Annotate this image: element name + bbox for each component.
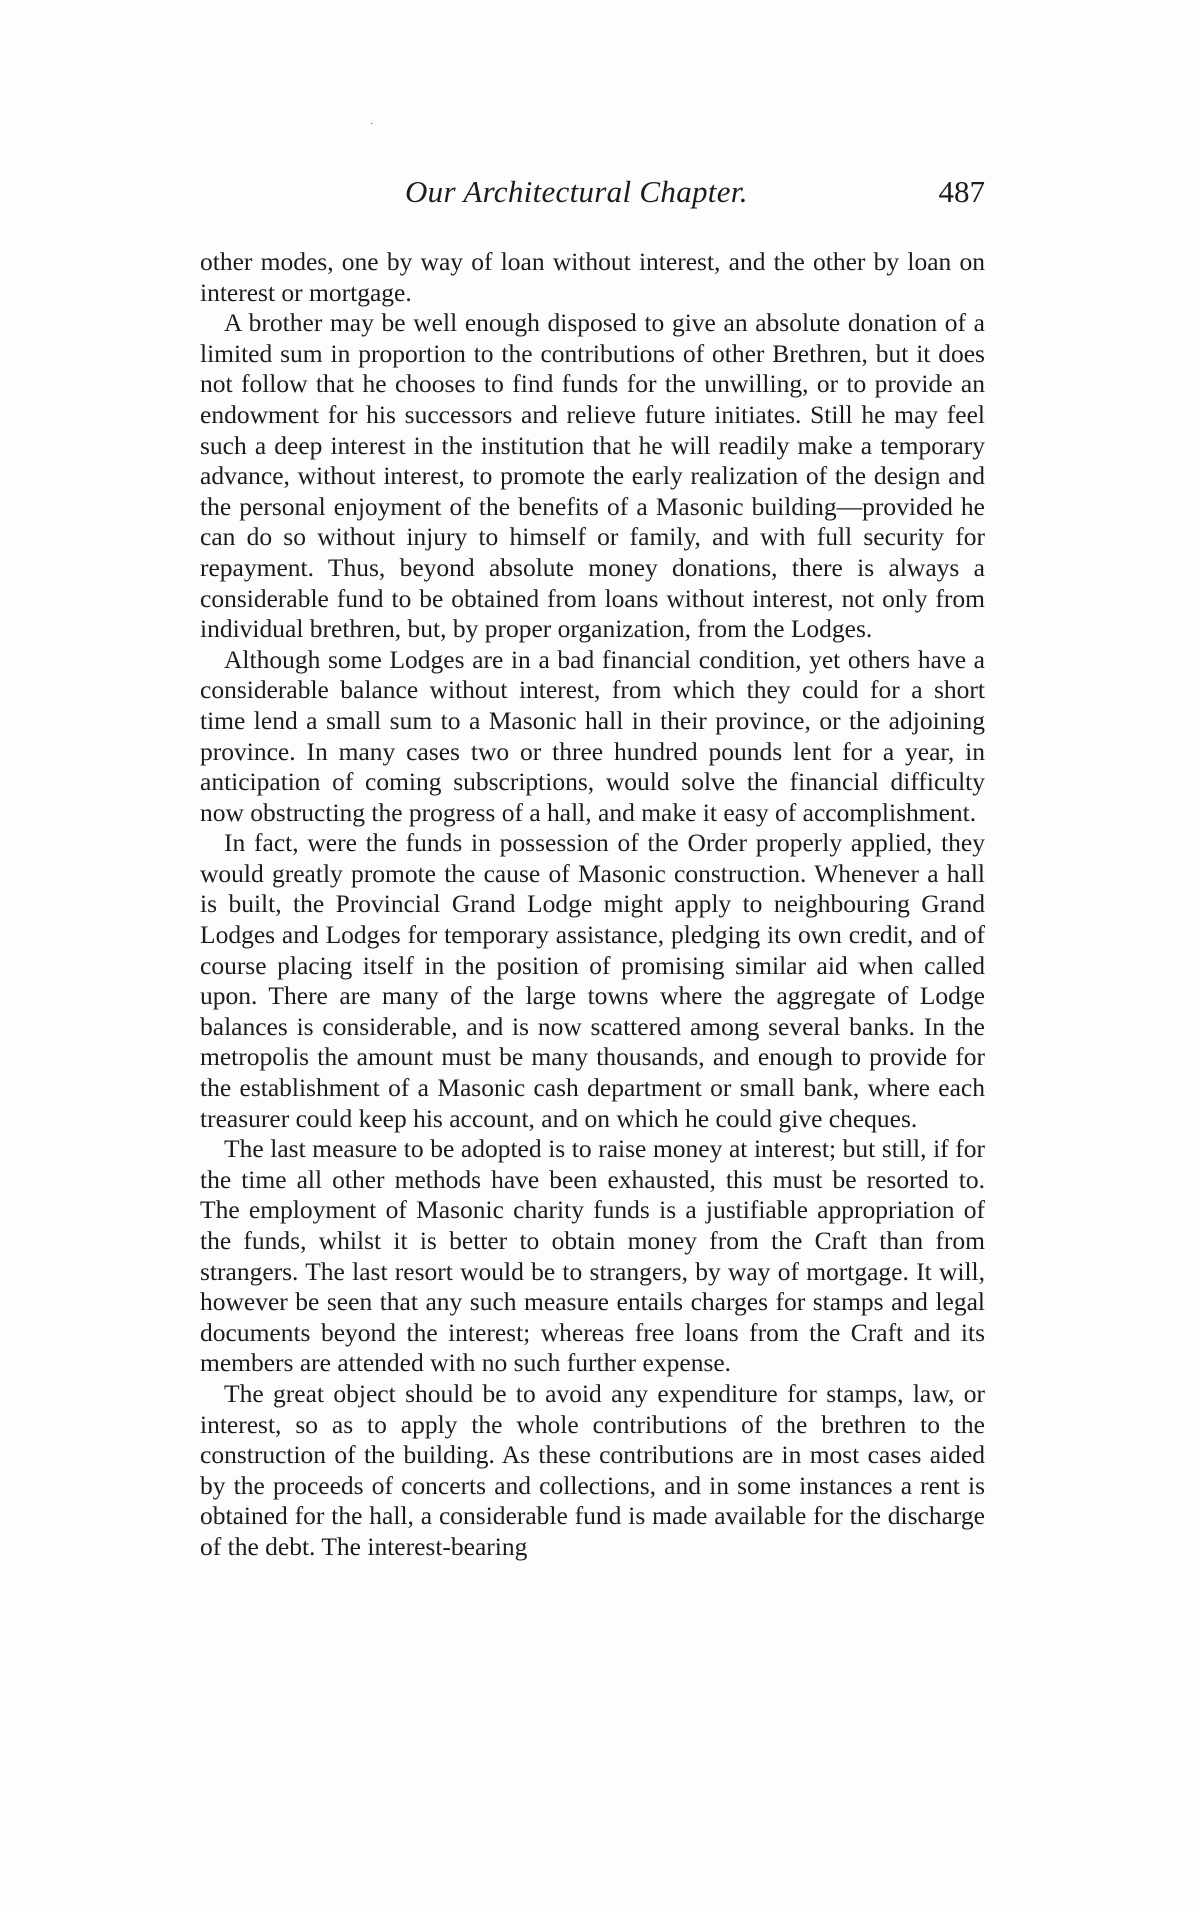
running-title: Our Architectural Chapter. — [405, 174, 748, 209]
paragraph: The last measure to be adopted is to raise money at interest; but still, if for the time all other methods have been exhausted, this must be resorted to. The employment of Masonic charity funds is a justifiable appropriation of the funds, whilst it is better to obtain money from the Craft than from strangers. The last resort would be to strangers, by way of mortgage. It will, however be seen that any such measure entails charges for stamps and legal documents beyond the interest; whereas free loans from the Craft and its members are attended with no such further expense. — [200, 1134, 985, 1378]
body-text — [200, 247, 985, 1563]
paragraph: A brother may be well enough disposed to give an absolute donation of a limited sum in proportion to the contributions of other Brethren, but it does not follow that he chooses to find funds for the unwilling, or to provide an endowment for his successors and relieve future initiates. Still he may feel such a deep interest in the institution that he will readily make a temporary advance, without interest, to promote the early realization of the design and the personal enjoyment of the benefits of a Masonic building—provided he can do so without injury to himself or family, and with full security for repayment. Thus, beyond absolute money donations, there is always a considerable fund to be obtained from loans without interest, not only from individual brethren, but, by proper organization, from the Lodges. — [200, 308, 985, 644]
page-number: 487 — [938, 174, 985, 209]
running-head — [200, 174, 985, 214]
paragraph: The great object should be to avoid any expenditure for stamps, law, or interest, so as to apply the whole contributions of the brethren to the construction of the building. As these contributions are in most cases aided by the proceeds of concerts and collections, and in some instances a rent is obtained for the hall, a considerable fund is made available for the discharge of the debt. The interest-bearing — [200, 1378, 985, 1561]
paragraph-continuation: other modes, one by way of loan without interest, and the other by loan on interest or mortgage. — [200, 247, 985, 307]
ink-speck: · — [370, 119, 374, 130]
paragraph: In fact, were the funds in possession of the Order properly applied, they would greatly promote the cause of Masonic construction. Whenever a hall is built, the Provincial Grand Lodge might apply to neighbouring Grand Lodges and Lodges for temporary assistance, pledging its own credit, and of course placing itself in the position of promising similar aid when called upon. There are many of the large towns where the aggregate of Lodge balances is considerable, and is now scattered among several banks. In the metropolis the amount must be many thousands, and enough to provide for the establishment of a Masonic cash department or small bank, where each treasurer could keep his account, and on which he could give cheques. — [200, 828, 985, 1133]
paragraph: Although some Lodges are in a bad financial condition, yet others have a considerable balance without interest, from which they could for a short time lend a small sum to a Masonic hall in their province, or the adjoining province. In many cases two or three hundred pounds lent for a year, in anticipation of coming subscriptions, would solve the financial difficulty now obstructing the progress of a hall, and make it easy of accomplishment. — [200, 644, 985, 827]
